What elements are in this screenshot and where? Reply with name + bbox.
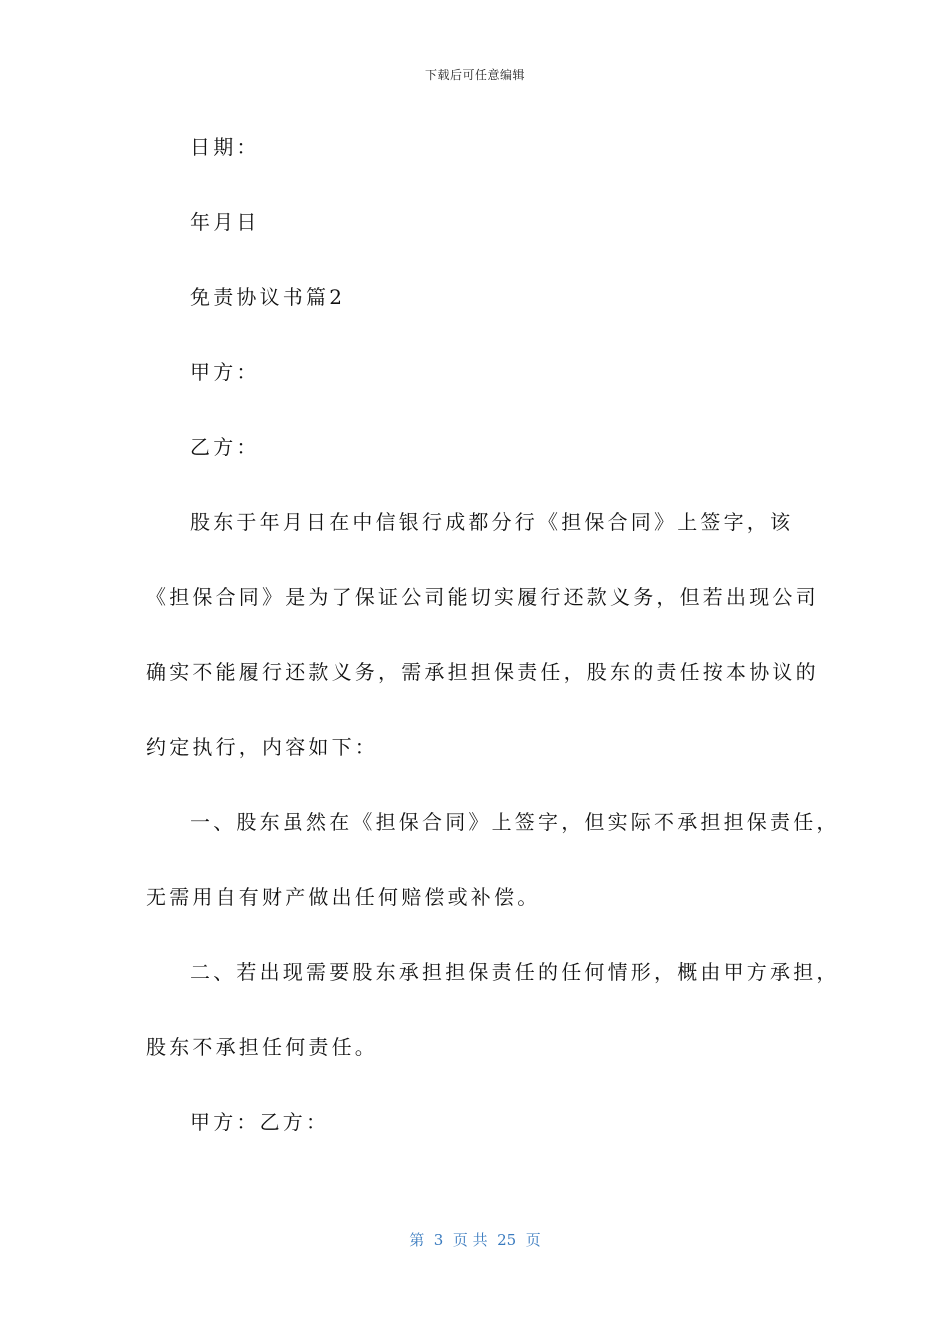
paragraph-line: 《担保合同》是为了保证公司能切实履行还款义务，但若出现公司 [146,585,819,609]
paragraph-line: 股东于年月日在中信银行成都分行《担保合同》上签字，该 [190,510,794,534]
party-a-label: 甲方： [190,360,260,384]
page-number: 第 3 页 共 25 页 [409,1231,541,1249]
date-label: 日期： [190,135,260,159]
signature-line: 甲方：乙方： [190,1110,330,1134]
date-placeholder: 年月日 [190,210,260,234]
clause-two-line: 二、若出现需要股东承担担保责任的任何情形，概由甲方承担， [190,960,840,984]
clause-two-line: 股东不承担任何责任。 [146,1035,378,1059]
page-header: 下载后可任意编辑 [424,68,525,82]
section-title: 免责协议书篇2 [190,285,346,309]
paragraph-line: 确实不能履行还款义务，需承担担保责任，股东的责任按本协议的 [146,660,819,684]
clause-one-line: 无需用自有财产做出任何赔偿或补偿。 [146,885,541,909]
party-b-label: 乙方： [190,435,260,459]
paragraph-line: 约定执行，内容如下： [146,735,378,759]
clause-one-line: 一、股东虽然在《担保合同》上签字，但实际不承担担保责任， [190,810,840,834]
